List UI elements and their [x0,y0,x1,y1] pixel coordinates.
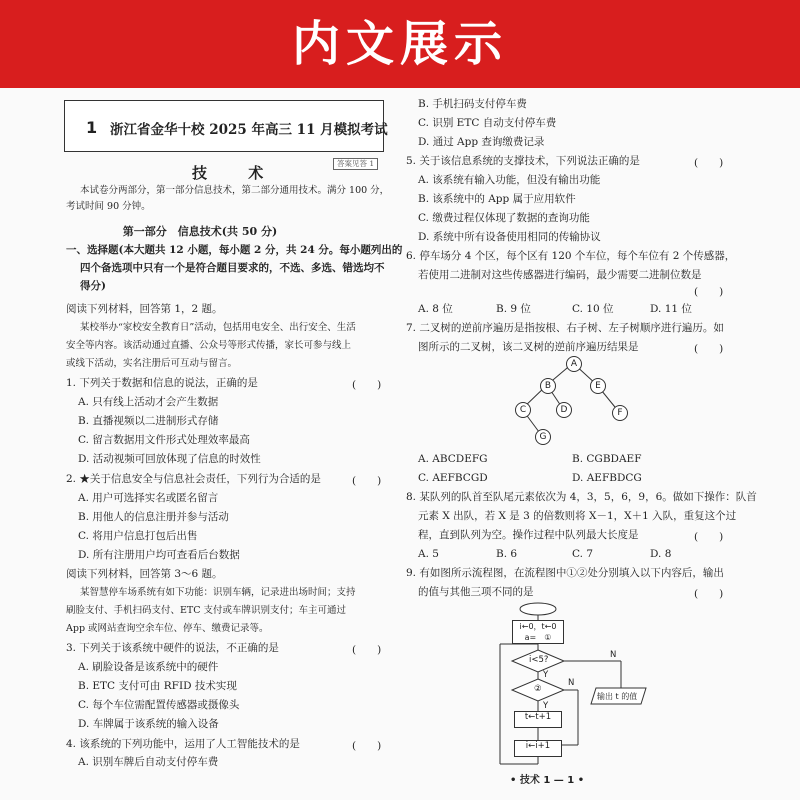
option: D. AEFBDCG [572,472,642,484]
material-line: 或线下活动，实名注册后可互动与留言。 [66,358,238,369]
option: A. 用户可选择实名或匿名留言 [78,492,219,504]
reading-prompt: 阅读下列材料，回答第 1，2 题。 [66,303,223,315]
option: C. 10 位 [572,303,614,315]
reading-prompt: 阅读下列材料，回答第 3～6 题。 [66,568,223,580]
page-footer: • 技术 1 — 1 • [510,775,585,786]
option: A. 8 位 [418,303,453,315]
material-line: 某校举办“家校安全教育日”活动，包括用电安全、出行安全、生活 [80,322,356,333]
option: A. 只有线上活动才会产生数据 [78,396,219,408]
flow-step-box: t←t+1 [514,711,562,728]
option: D. 车牌属于该系统的输入设备 [78,718,219,730]
option: D. 11 位 [650,303,692,315]
option: C. AEFBCGD [418,472,488,484]
option: B. 6 [496,548,518,560]
flow-init-line: a= ① [524,633,552,642]
question-stem: 8. 某队列的队首至队尾元素依次为 4，3，5，6，9，6。做如下操作：队首 [406,491,757,503]
answer-blank: ( ) [352,379,382,391]
option: B. 该系统中的 App 属于应用软件 [418,193,576,205]
option: B. 9 位 [496,303,531,315]
answer-blank: ( ) [352,644,382,656]
flow-output: 输出 t 的值 [597,692,638,701]
material-line: App 或网站查询空余车位、停车、缴费记录等。 [66,623,269,634]
option: B. 手机扫码支付停车费 [418,98,527,110]
material-line: 刷脸支付、手机扫码支付、ETC 支付或车牌识别支付；车主可通过 [66,605,347,616]
flow-label-no: N [568,678,575,688]
tree-node: E [590,378,606,394]
answer-blank: ( ) [694,588,724,600]
option: B. 用他人的信息注册并参与活动 [78,511,229,523]
option: A. 该系统有输入功能，但没有输出功能 [418,174,601,186]
question-stem: 7. 二叉树的逆前序遍历是指按根、右子树、左子树顺序进行遍历。如 [406,322,724,334]
flow-init-line: i←0，t←0 [519,622,557,631]
tree-node: C [515,402,531,418]
answer-blank: ( ) [694,286,724,298]
tree-node: F [612,405,628,421]
instructions: 一、选择题(本大题共 12 小题，每小题 2 分，共 24 分。每小题列出的 [66,244,403,256]
question-stem: 9. 有如图所示流程图，在流程图中①②处分别填入以下内容后，输出 [406,567,724,579]
flow-condition: ② [534,684,542,694]
exam-intro: 考试时间 90 分钟。 [66,201,151,212]
option: C. 将用户信息打包后出售 [78,530,198,542]
flow-label-yes: Y [543,670,549,680]
answer-tag: 答案见答 1 [333,158,378,170]
question-stem: 3. 下列关于该系统中硬件的说法，不正确的是 [66,642,279,654]
instructions: 四个备选项中只有一个是符合题目要求的，不选、多选、错选均不 [80,262,385,274]
option: B. 直播视频以二进制形式存储 [78,415,219,427]
answer-blank: ( ) [352,475,382,487]
tree-node: G [535,429,551,445]
question-stem: 图所示的二叉树，该二叉树的逆前序遍历结果是 [418,341,639,353]
option: C. 识别 ETC 自动支付停车费 [418,117,557,129]
tree-node: D [556,402,572,418]
part-title: 第一部分 信息技术(共 50 分) [122,225,278,238]
flow-condition: i<5? [529,655,549,665]
tree-node: B [540,378,556,394]
option: D. 通过 App 查询缴费记录 [418,136,545,148]
option: D. 系统中所有设备使用相同的传输协议 [418,231,601,243]
banner-title: 内文展示 [291,16,508,72]
question-stem: 若使用二进制对这些传感器进行编码，最少需要二进制位数是 [418,269,702,281]
question-stem: 的值与其他三项不同的是 [418,586,534,598]
option: B. CGBDAEF [572,453,642,465]
answer-blank: ( ) [694,157,724,169]
tree-node: A [566,356,582,372]
option: C. 缴费过程仅体现了数据的查询功能 [418,212,590,224]
option: A. 5 [418,548,439,560]
option: C. 每个车位需配置传感器或摄像头 [78,699,240,711]
flow-label-yes: Y [543,701,549,711]
flow-step-box: i←i+1 [514,740,562,757]
exam-intro: 本试卷分两部分，第一部分信息技术，第二部分通用技术。满分 100 分， [80,185,390,196]
answer-blank: ( ) [694,343,724,355]
question-stem: 程，直到队列为空。操作过程中队列最大长度是 [418,529,639,541]
answer-blank: ( ) [694,531,724,543]
flow-label-no: N [610,650,617,660]
option: A. ABCDEFG [418,453,488,465]
answer-blank: ( ) [352,740,382,752]
question-stem: 4. 该系统的下列功能中，运用了人工智能技术的是 [66,738,300,750]
question-stem: 5. 关于该信息系统的支撑技术，下列说法正确的是 [406,155,640,167]
material-line: 安全等内容。该活动通过直播、公众号等形式传播，家长可参与线上 [66,340,352,351]
question-stem: 2. ★关于信息安全与信息社会责任，下列行为合适的是 [66,473,321,485]
option: A. 识别车牌后自动支付停车费 [78,756,219,768]
question-stem: 1. 下列关于数据和信息的说法，正确的是 [66,377,258,389]
exam-number: 1 [86,118,98,137]
instructions: 得分) [80,280,106,292]
question-stem: 6. 停车场分 4 个区，每个区有 120 个车位，每个车位有 2 个传感器， [406,250,736,262]
option: D. 8 [650,548,672,560]
option: B. ETC 支付可由 RFID 技术实现 [78,680,237,692]
option: D. 活动视频可回放体现了信息的时效性 [78,453,261,465]
exam-title: 浙江省金华十校 2025 年高三 11 月模拟考试 [110,122,388,138]
question-stem: 元素 X 出队，若 X 是 3 的倍数则将 X－1，X＋1 入队，重复这个过 [418,510,737,522]
option: A. 刷脸设备是该系统中的硬件 [78,661,219,673]
flow-init-box [512,620,564,644]
material-line: 某智慧停车场系统有如下功能：识别车辆，记录进出场时间；支持 [80,587,356,598]
option: C. 留言数据用文件形式处理效率最高 [78,434,250,446]
subject-title: 技 术 [192,164,282,182]
option: D. 所有注册用户均可查看后台数据 [78,549,240,561]
option: C. 7 [572,548,594,560]
